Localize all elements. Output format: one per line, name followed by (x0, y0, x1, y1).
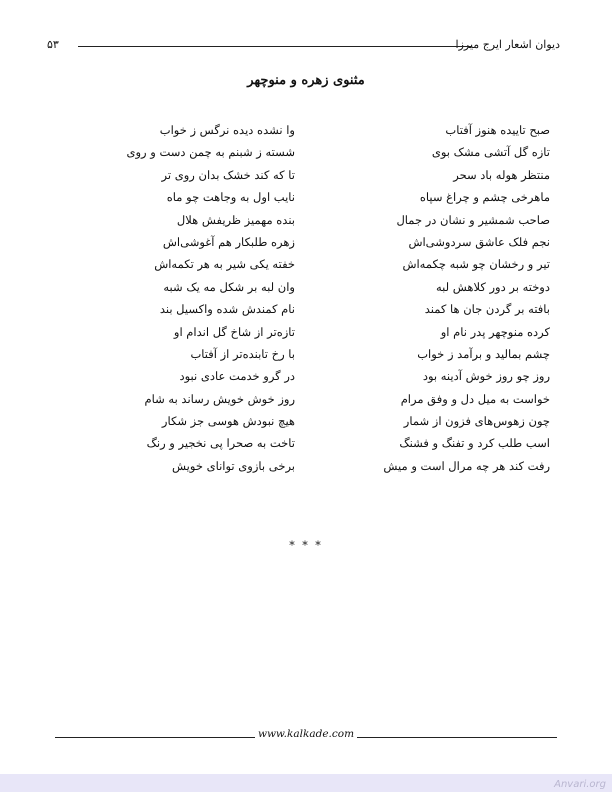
footer-website[interactable]: www.kalkade.com (257, 728, 355, 740)
watermark-text: Anvari.org (554, 779, 606, 790)
verse-first-hemistich: صبح تاییده هنوز آفتاب (445, 123, 550, 137)
verse-second-hemistich: تا که کند خشک بدان روی تر (161, 167, 295, 182)
verse-second-hemistich: خفته یکی شیر به هر تکمه‌اش (154, 257, 295, 272)
verse-second-hemistich: هیچ نبودش هوسی جز شکار (161, 414, 295, 429)
verse-second-hemistich: نایب اول به وجاهت چو ماه (166, 190, 295, 205)
footer-rule-right (357, 737, 557, 738)
verse-second-hemistich: برخی بازوی توانای خویش (172, 458, 295, 473)
verse-second-hemistich: بنده مهمیز ظریفش هلال (176, 212, 295, 227)
verse-second-hemistich: روز خوش خویش رساند به شام (144, 391, 295, 406)
book-title: دیوان اشعار ایرج میرزا (455, 38, 560, 51)
verse-second-hemistich: وا نشده دیده نرگس ز خواب (159, 123, 295, 137)
verse-first-hemistich: تازه گل آتشی مشک بوی (431, 145, 550, 160)
verse-first-hemistich: اسب طلب کرد و تفنگ و فشنگ (399, 436, 550, 451)
verse-second-hemistich: با رخ تابنده‌تر از آفتاب (190, 346, 295, 361)
verse-first-hemistich: روز چو روز خوش آدینه بود (422, 369, 550, 384)
page-number: ۵۳ (47, 38, 59, 51)
verse-first-hemistich: کرده منوچهر پدر نام او (440, 324, 550, 339)
verse-second-hemistich: زهره طلبکار هم آغوشی‌اش (162, 234, 295, 249)
verse-first-hemistich: خواست به میل دل و وفق مرام (400, 391, 550, 406)
verse-second-hemistich: در گرو خدمت عادی نبود (179, 369, 295, 384)
header-rule (78, 46, 472, 47)
verse-first-hemistich: ماهرخی چشم و چراغ سپاه (419, 190, 550, 205)
footer-rule-left (55, 737, 255, 738)
verse-first-hemistich: منتظر هوله باد سحر (453, 167, 550, 182)
verse-first-hemistich: تیر و رخشان چو شبه چکمه‌اش (402, 257, 550, 272)
verse-first-hemistich: نجم فلک عاشق سردوشی‌اش (408, 234, 550, 249)
verse-first-hemistich: رفت کند هر چه مرال است و میش (383, 458, 550, 473)
poem-verses (90, 119, 550, 477)
verse-first-hemistich: دوخته بر دور کلاهش لبه (435, 279, 550, 294)
verse-first-hemistich: صاحب شمشیر و نشان در جمال (396, 212, 550, 227)
verse-second-hemistich: نام کمندش شده واکسیل بند (159, 302, 295, 317)
verse-first-hemistich: چشم بمالید و برآمد ز خواب (417, 346, 550, 361)
verse-first-hemistich: چون زهوس‌های فزون از شمار (403, 414, 550, 429)
verse-second-hemistich: تازه‌تر از شاخ گل اندام او (173, 324, 295, 339)
verse-second-hemistich: وان لبه بر شکل مه یک شبه (163, 279, 295, 294)
verse-second-hemistich: شسته ز شبنم به چمن دست و روی (126, 145, 295, 160)
verse-second-hemistich: تاخت به صحرا پی نخجیر و رنگ (146, 436, 295, 451)
verse-first-hemistich: بافته بر گردن جان ها کمند (424, 302, 550, 317)
watermark-bar (0, 774, 612, 792)
poem-title: مثنوی زهره و منوچهر (247, 73, 365, 88)
section-ornament: * * * (289, 539, 323, 552)
